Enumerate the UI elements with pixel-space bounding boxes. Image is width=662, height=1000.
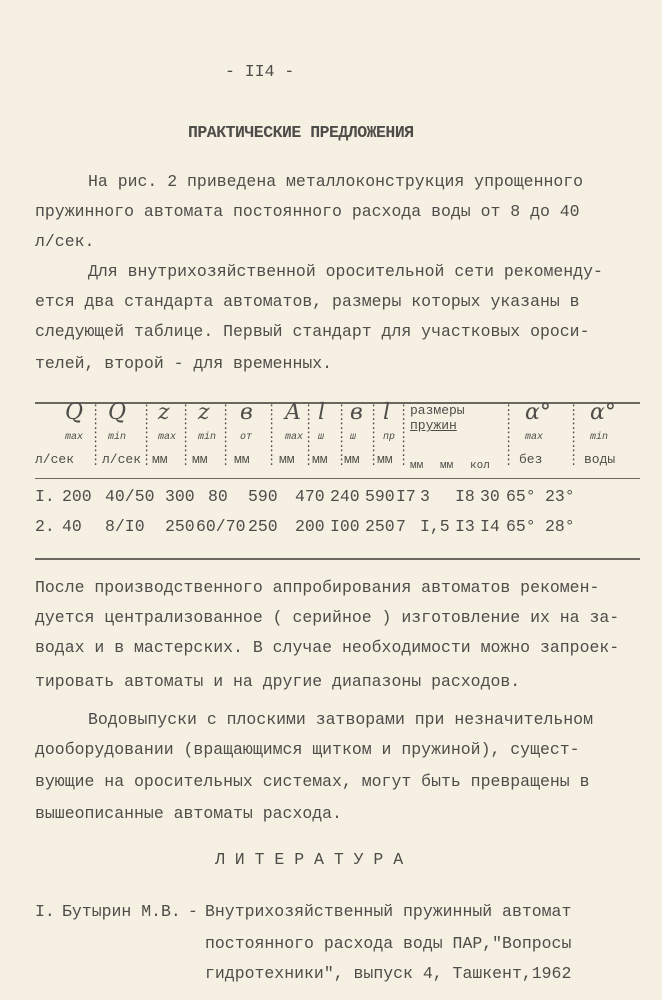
table-cell: 590: [248, 487, 278, 506]
reference-dash: -: [188, 902, 198, 921]
table-cell: 250: [248, 517, 278, 536]
column-unit: л/сек: [35, 452, 75, 467]
column-symbol: z: [198, 400, 210, 425]
text-line: тировать автоматы и на другие диапазоны расходов.: [35, 672, 521, 691]
section-title: ПРАКТИЧЕСКИЕ ПРЕДЛОЖЕНИЯ: [188, 123, 414, 142]
column-unit: мм: [279, 452, 295, 467]
column-unit: мм: [312, 452, 328, 467]
text-line: водах и в мастерских. В случае необходимости можно запроек-: [35, 638, 620, 657]
table-cell: 200: [62, 487, 92, 506]
column-unit: мм: [234, 452, 250, 467]
column-unit: без: [519, 452, 543, 467]
column-separator: : : : : : : :: [222, 401, 230, 469]
text-line: дооборудовании (вращающимся щитком и пружиной), сущест-: [35, 740, 580, 759]
column-symbol: z: [158, 400, 170, 425]
table-cell: I,5: [420, 517, 450, 536]
column-separator: : : : : : : :: [370, 401, 378, 469]
column-separator: : : : : : : :: [400, 401, 408, 469]
column-symbol: Q: [108, 400, 127, 425]
table-cell: 28°: [545, 517, 575, 536]
column-subscript: ш: [350, 432, 357, 443]
column-unit: мм: [344, 452, 360, 467]
column-symbol: Q: [65, 400, 84, 425]
column-symbol: l: [383, 400, 391, 425]
column-unit: мм: [192, 452, 208, 467]
text-line: л/сек.: [35, 232, 95, 251]
column-separator: : : : : : : :: [92, 401, 100, 469]
column-subscript: min: [108, 432, 127, 443]
text-line: телей, второй - для временных.: [35, 354, 333, 373]
column-subscript: max: [65, 432, 84, 443]
column-subscript: max: [158, 432, 177, 443]
text-line: пружинного автомата постоянного расхода воды от 8 до 40: [35, 202, 580, 221]
column-separator: : : : : : : :: [143, 401, 151, 469]
table-header-rule: [35, 478, 640, 479]
table-cell: I3: [455, 517, 475, 536]
springs-unit: кол: [470, 460, 490, 472]
table-cell: 80: [208, 487, 228, 506]
springs-unit: мм: [410, 460, 424, 472]
table-cell: 7: [396, 517, 406, 536]
column-symbol: l: [318, 400, 326, 425]
column-symbol: в: [350, 400, 363, 425]
column-unit: мм: [377, 452, 393, 467]
table-cell: 3: [420, 487, 430, 506]
column-subscript: от: [240, 432, 253, 443]
column-separator: : : : : : : :: [505, 401, 513, 469]
column-subscript: ш: [318, 432, 325, 443]
column-subscript: пр: [383, 432, 396, 443]
table-cell: I8: [455, 487, 475, 506]
column-symbol: α°: [525, 400, 551, 425]
column-separator: : : : : : : :: [305, 401, 313, 469]
text-line: следующей таблице. Первый стандарт для участковых ороси-: [35, 322, 590, 341]
text-line: вующие на оросительных системах, могут быть превращены в: [35, 772, 590, 791]
table-cell: I7: [396, 487, 416, 506]
text-line: Водовыпуски с плоскими затворами при незначительном: [88, 710, 593, 729]
column-symbol: A: [285, 400, 301, 425]
column-unit: мм: [152, 452, 168, 467]
column-unit: л/сек: [102, 452, 142, 467]
column-unit: воды: [584, 452, 616, 467]
table-cell: 65°: [506, 487, 536, 506]
table-cell: I4: [480, 517, 500, 536]
text-line: Для внутрихозяйственной оросительной сети рекоменду-: [88, 262, 603, 281]
table-cell: 40/50: [105, 487, 155, 506]
literature-heading: Л И Т Е Р А Т У Р А: [215, 850, 404, 869]
text-line: На рис. 2 приведена металлоконструкция упрощенного: [88, 172, 584, 191]
table-cell: I00: [330, 517, 360, 536]
table-cell: 240: [330, 487, 360, 506]
text-line: дуется централизованное ( серийное ) изготовление их на за-: [35, 608, 620, 627]
table-cell: 65°: [506, 517, 536, 536]
reference-line: гидротехники", выпуск 4, Ташкент,1962: [205, 964, 572, 983]
reference-number: I.: [35, 902, 55, 921]
table-cell: 470: [295, 487, 325, 506]
reference-line: Внутрихозяйственный пружинный автомат: [205, 902, 572, 921]
table-cell: 200: [295, 517, 325, 536]
table-bottom-rule: [35, 558, 640, 560]
column-symbol: α°: [590, 400, 616, 425]
reference-line: постоянного расхода воды ПАР,"Вопросы: [205, 934, 572, 953]
table-cell: 590: [365, 487, 395, 506]
column-separator: : : : : : : :: [182, 401, 190, 469]
table-cell: 300: [165, 487, 195, 506]
column-separator: : : : : : : :: [570, 401, 578, 469]
column-separator: : : : : : : :: [338, 401, 346, 469]
table-cell: 250: [365, 517, 395, 536]
column-subscript: min: [590, 432, 609, 443]
table-cell: 30: [480, 487, 500, 506]
text-line: ется два стандарта автоматов, размеры которых указаны в: [35, 292, 580, 311]
springs-header: пружин: [410, 418, 457, 433]
row-number: I.: [35, 487, 55, 506]
column-subscript: max: [525, 432, 544, 443]
table-cell: 250: [165, 517, 195, 536]
column-symbol: в: [240, 400, 253, 425]
page-number: - II4 -: [225, 62, 295, 81]
table-cell: 8/I0: [105, 517, 145, 536]
text-line: вышеописанные автоматы расхода.: [35, 804, 342, 823]
table-cell: 40: [62, 517, 82, 536]
column-separator: : : : : : : :: [268, 401, 276, 469]
row-number: 2.: [35, 517, 55, 536]
springs-header: размеры: [410, 403, 465, 418]
column-subscript: min: [198, 432, 217, 443]
text-line: После производственного аппробирования автоматов рекомен-: [35, 578, 600, 597]
column-subscript: max: [285, 432, 304, 443]
springs-unit: мм: [440, 460, 454, 472]
table-cell: 60/70: [196, 517, 246, 536]
table-cell: 23°: [545, 487, 575, 506]
reference-author: Бутырин М.В.: [62, 902, 181, 921]
